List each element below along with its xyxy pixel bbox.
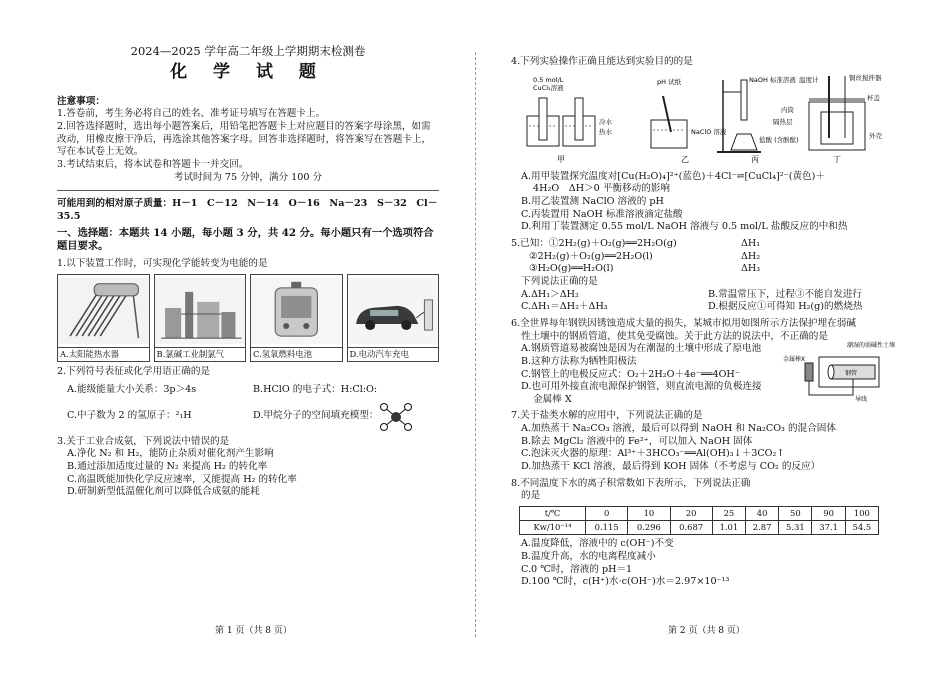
fuel-cell-image [250, 274, 343, 362]
atomic-masses: 可能用到的相对原子质量：H－1 C－12 N－14 O－16 Na－23 S－32 Cl－35.5 [57, 198, 438, 222]
option-a: A.ΔH₁＞ΔH₂ [521, 288, 579, 300]
question-7 [511, 410, 895, 473]
note-item: 3.考试结束后，将本试卷和答题卡一并交回。 [57, 158, 249, 170]
label-yi: 乙 [681, 154, 689, 164]
option-d: D.加热蒸干 KCl 溶液，最后得到 KOH 固体（不考虑与 CO₂ 的反应） [521, 461, 821, 473]
label-bing: 丙 [751, 154, 759, 164]
option-b: B.这种方法称为牺牲阳极法 [521, 355, 637, 367]
table-cell: 100 [845, 507, 878, 521]
option-b-text: B.HClO 的电子式： [253, 383, 341, 395]
option-c: C.钢管上的电极反应式：O₂＋2H₂O＋4e⁻══4OH⁻ [521, 368, 740, 380]
reaction-2: ②2H₂(g)＋O₂(g)══2H₂O(l) [529, 250, 653, 262]
option-c: C.中子数为 2 的氢原子：²₁H [67, 410, 192, 422]
q1-images [57, 274, 439, 362]
q6-stem-cont: 性土壤中的钢质管道，使其免受腐蚀。关于此方法的说法中，不正确的是 [521, 330, 828, 342]
table-cell: 5.31 [779, 521, 812, 535]
hclo-electron-formula: H:Cl:O: [340, 383, 378, 395]
caption: D.电动汽车充电 [348, 347, 439, 361]
page-footer-left: 第 1 页（共 8 页） [215, 626, 292, 636]
option-a: A.净化 N₂ 和 H₂，能防止杂质对催化剂产生影响 [67, 448, 274, 460]
q5-stem: 下列说法正确的是 [521, 275, 598, 287]
apparatus-jia [527, 76, 613, 164]
label-cucl2-1: 0.5 mol/L [533, 75, 564, 84]
table-header-row [520, 507, 879, 521]
option-a-cont: 4H₂O ΔH＞0 平衡移动的影响 [533, 183, 670, 195]
caption: B.氯碱工业制氯气 [155, 347, 246, 361]
table-cell: Kw/10⁻¹⁴ [520, 521, 586, 535]
option-b [253, 384, 439, 397]
section-heading: 一、选择题：本题共 14 小题，每小题 3 分，共 42 分。每小题只有一个选项符合题目要求。 [57, 226, 434, 253]
table-cell: 0 [586, 507, 628, 521]
time-info: 考试时间为 75 分钟，满分 100 分 [173, 171, 323, 183]
option-d-cont: 金属棒 X [533, 393, 572, 405]
table-cell: t/℃ [520, 507, 586, 521]
label-lid: 杯盖 [867, 93, 880, 102]
label-hcl: 盐酸 (含酚酞) [759, 135, 799, 144]
rule [57, 190, 439, 191]
question-3 [57, 436, 439, 499]
option-a: A.用甲装置探究温度对[Cu(H₂O)₄]²⁺(蓝色)＋4Cl⁻⇌[CuCl₄]²⁻(黄色)＋ [521, 170, 825, 182]
note-item: 1.答卷前，考生务必将自己的姓名、准考证号填写在答题卡上。 [57, 108, 326, 120]
label-metal: 金属棒X [783, 356, 806, 364]
question-8 [511, 478, 895, 589]
page-footer-right: 第 2 页（共 8 页） [668, 626, 745, 636]
table-cell: 25 [712, 507, 745, 521]
q3-stem: 3.关于工业合成氨，下列说法中错误的是 [57, 435, 230, 447]
question-6 [511, 318, 895, 407]
label-jia: 甲 [557, 154, 565, 164]
question-1 [57, 258, 439, 363]
page-2 [511, 56, 895, 589]
table-cell: 20 [670, 507, 712, 521]
option-d: D.也可用外接直流电源保护钢管，则直流电源的负极连接 [521, 381, 762, 393]
option-a: A.温度降低，溶液中的 c(OH⁻)不变 [521, 538, 674, 550]
option-d: D.利用丁装置测定 0.55 mol/L NaOH 溶液与 0.5 mol/L 盐酸反应的中和热 [521, 221, 848, 233]
option-d: D.研制新型低温催化剂可以降低合成氨的能耗 [67, 486, 260, 498]
option-c: C.高温既能加快化学反应速率，又能提高 H₂ 的转化率 [67, 473, 297, 485]
methane-model-icon [379, 402, 413, 432]
option-a: A.能级能量大小关系：3p＞4s [67, 383, 197, 395]
column-divider [475, 52, 476, 637]
label-thermo: 温度计 [799, 75, 819, 84]
label-cold: 冷水 [599, 117, 612, 126]
caption: C.氢氧燃料电池 [251, 347, 342, 361]
label-outer: 外壳 [869, 131, 882, 140]
solar-heater-image [57, 274, 150, 362]
dh-2: ΔH₂ [741, 250, 761, 262]
option-a: A.钢质管道易被腐蚀是因为在潮湿的土壤中形成了原电池 [521, 343, 762, 355]
option-d: D.根据反应①可得知 H₂(g)的燃烧热 [708, 301, 863, 313]
label-inner: 内筒 [781, 105, 794, 114]
question-2 [57, 366, 439, 431]
table-cell: 54.5 [845, 521, 878, 535]
table-cell: 0.687 [670, 521, 712, 535]
table-cell: 1.01 [712, 521, 745, 535]
label-hot: 热水 [599, 127, 612, 136]
table-cell: 0.115 [586, 521, 628, 535]
apparatus-yi [651, 77, 727, 164]
note-item: 2.回答选择题时，选出每小题答案后，用铅笔把答题卡上对应题目的答案字母涂黑，如需改动，用橡皮擦干净后，再选涂其他答案字母。回答非选择题时，将答案写在答题卡上，写在本试卷上无效。 [57, 120, 432, 158]
reaction-3: ③H₂O(g)══H₂O(l) [529, 263, 614, 275]
label-stirrer: 铜丝搅拌器 [849, 73, 882, 82]
pipe-protection-diagram [783, 339, 895, 403]
table-cell: 0.296 [628, 521, 670, 535]
label-soil: 潮湿的弱碱性土壤 [847, 342, 895, 350]
q4-stem: 4.下列实验操作正确且能达到实验目的的是 [511, 56, 693, 67]
option-b: B.温度升高，水的电离程度减小 [521, 550, 656, 562]
exam-title: 2024—2025 学年高二年级上学期期末检测卷 [130, 44, 366, 58]
option-c: C.ΔH₁＝ΔH₂＋ΔH₃ [521, 301, 608, 313]
label-insul: 隔热层 [773, 117, 793, 126]
table-cell: 2.87 [746, 521, 779, 535]
table-cell: 10 [628, 507, 670, 521]
option-b: B.用乙装置测 NaClO 溶液的 pH [521, 195, 664, 207]
table-cell: 90 [812, 507, 845, 521]
option-a: A.加热蒸干 Na₂CO₃ 溶液，最后可以得到 NaOH 和 Na₂CO₃ 的混合固体 [521, 423, 836, 435]
q7-stem: 7.关于盐类水解的应用中，下列说法正确的是 [511, 410, 703, 422]
dh-3: ΔH₃ [741, 263, 761, 275]
label-naoh: NaOH 标准溶液 [749, 75, 796, 84]
option-b: B.常温常压下，过程③不能自发进行 [708, 288, 863, 300]
q1-stem: 1.以下装置工作时，可实现化学能转变为电能的是 [57, 257, 268, 269]
label-cucl2-2: CuCl₂溶液 [533, 83, 564, 92]
table-row [520, 521, 879, 535]
apparatus-ding [773, 73, 883, 164]
option-c: C.泡沫灭火器的原理：Al³⁺＋3HCO₃⁻══Al(OH)₃↓＋3CO₂↑ [521, 448, 785, 460]
option-c: C.丙装置用 NaOH 标准溶液滴定盐酸 [521, 208, 683, 220]
label-ding: 丁 [833, 154, 841, 164]
label-pipe: 钢管 [845, 370, 858, 378]
table-cell: 40 [746, 507, 779, 521]
option-b: B.通过添加适度过量的 N₂ 来提高 H₂ 的转化率 [67, 460, 268, 472]
q8-stem: 8.不同温度下水的离子积常数如下表所示，下列说法正确 [511, 477, 751, 489]
page-1 [57, 44, 439, 499]
table-cell: 37.1 [812, 521, 845, 535]
label-naclo: NaClO 溶液 [691, 127, 727, 136]
label-ph: pH 试纸 [657, 77, 682, 86]
reaction-1: 5.已知：①2H₂(g)＋O₂(g)══2H₂O(g) [511, 237, 677, 249]
label-wire: 导线 [855, 396, 868, 404]
notes-heading: 注意事项： [57, 95, 105, 107]
q4-apparatus [511, 72, 895, 168]
subject-title: 化 学 试 题 [170, 62, 326, 83]
q8-stem-cont: 的是 [521, 490, 541, 502]
dh-1: ΔH₁ [741, 237, 761, 249]
q6-stem: 6.全世界每年钢铁因锈蚀造成大量的损失，某城市拟用如图所示方法保护埋在弱碱 [511, 317, 856, 329]
q2-stem: 2.下列符号表征或化学用语正确的是 [57, 366, 211, 378]
table-cell: 50 [779, 507, 812, 521]
question-5 [511, 238, 895, 314]
option-c: C.0 ℃时，溶液的 pH＝1 [521, 563, 633, 575]
option-b: B.除去 MgCl₂ 溶液中的 Fe²⁺，可以加入 NaOH 固体 [521, 435, 753, 447]
ev-charging-image [347, 274, 440, 362]
kw-table [519, 506, 879, 535]
chlor-alkali-image [154, 274, 247, 362]
option-d: D.甲烷分子的空间填充模型： [253, 410, 379, 422]
caption: A.太阳能热水器 [58, 347, 149, 361]
option-d: D.100 ℃时，c(H⁺)水·c(OH⁻)水＝2.97×10⁻¹³ [521, 576, 730, 588]
